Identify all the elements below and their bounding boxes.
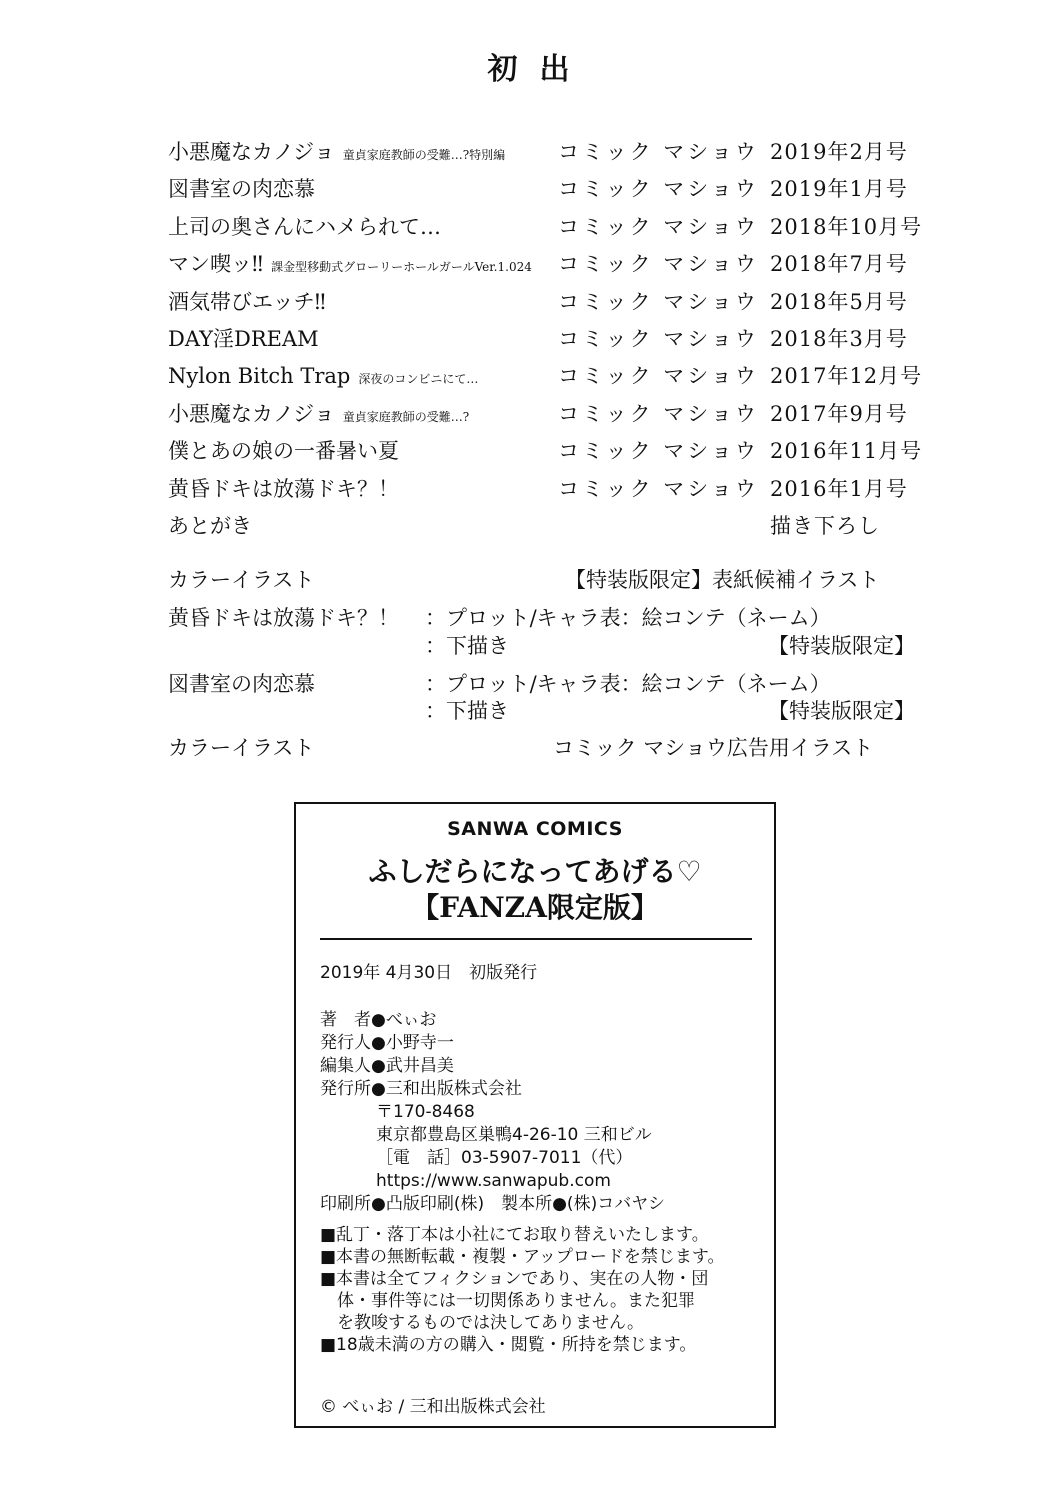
publication-subtitle: 童貞家庭教師の受難…?特別編 [342, 148, 506, 162]
brand-label: SANWA COMICS [447, 818, 623, 840]
publication-title-text: DAY淫DREAM [168, 327, 319, 351]
book-title-line1: ふしだらになってあげる♡ [368, 855, 702, 888]
legal-note: ■18歳未満の方の購入・閲覧・所持を禁じます。 [320, 1335, 697, 1355]
first-edition-date: 2019年 4月30日 初版発行 [320, 963, 538, 983]
publication-date: 2018年3月号 [770, 327, 908, 351]
story1-note: 【特装版限定】 [768, 634, 915, 658]
publication-date: 2018年10月号 [770, 214, 923, 239]
publication-title [168, 359, 478, 396]
publication-row [168, 247, 928, 281]
publication-magazine: コミック マショウ [558, 327, 759, 351]
page-heading: 初出 [487, 52, 592, 87]
story1-title: 黄昏ドキは放蕩ドキ？！ [168, 606, 399, 630]
legal-note: ■本書の無断転載・複製・アップロードを禁じます。 [320, 1247, 725, 1267]
legal-notes [320, 1224, 725, 1356]
publication-magazine: コミック マショウ [558, 476, 759, 501]
address-line: 東京都豊島区巣鴨4-26-10 三和ビル [376, 1125, 652, 1145]
publication-date: 2019年1月号 [770, 177, 908, 202]
publication-subtitle: 課金型移動式グローリーホールガールVer.1.024 [271, 260, 532, 275]
publication-date: 描き下ろし [770, 514, 880, 538]
publication-title-text: マン喫ッ‼ [168, 252, 264, 277]
postal-code: 〒170-8468 [376, 1102, 475, 1122]
publication-magazine: コミック マショウ [558, 214, 759, 239]
publication-title-text: 黄昏ドキは放蕩ドキ？！ [168, 476, 399, 501]
phone-line: ［電 話］03-5907-7011（代） [376, 1148, 633, 1168]
publication-subtitle: 深夜のコンビニにて… [358, 372, 479, 387]
color-illust-value-2: コミック マショウ広告用イラスト [553, 736, 874, 760]
publication-date: 2017年12月号 [770, 364, 923, 389]
story2-line2: ：下描き [425, 699, 509, 723]
publication-date: 2019年2月号 [770, 140, 908, 164]
publication-row [168, 285, 928, 319]
publication-date: 2018年5月号 [770, 289, 908, 314]
publication-title-text: Nylon Bitch Trap [168, 364, 351, 389]
publication-date: 2016年1月号 [770, 476, 908, 501]
publication-title [168, 172, 315, 206]
publication-row [168, 210, 928, 244]
book-title-line2: 【FANZA限定版】 [411, 891, 659, 924]
legal-note: ■乱丁・落丁本は小社にてお取り替えいたします。 [320, 1225, 709, 1245]
publication-title-text: 小悪魔なカノジョ [168, 401, 335, 426]
publication-magazine: コミック マショウ [558, 401, 759, 426]
story2-line1: ：プロット/キャラ表：絵コンテ（ネーム） [425, 672, 831, 696]
publication-row [168, 322, 928, 356]
colophon-box [294, 802, 776, 1428]
legal-note: を教唆するものでは決してありません。 [320, 1313, 645, 1333]
publication-row [168, 397, 928, 431]
publication-row [168, 434, 928, 468]
publication-magazine: コミック マショウ [558, 252, 759, 277]
publication-title [168, 285, 326, 319]
publication-row [168, 359, 928, 393]
color-illust-value-1: 【特装版限定】表紙候補イラスト [565, 568, 880, 592]
publication-title-text: 上司の奥さんにハメられて… [168, 214, 441, 239]
publication-title [168, 472, 399, 506]
publication-title-text: 酒気帯びエッチ‼ [168, 289, 326, 314]
publication-date: 2017年9月号 [770, 401, 908, 426]
publication-title [168, 434, 399, 468]
publication-title [168, 210, 441, 244]
publication-magazine: コミック マショウ [558, 364, 759, 389]
publication-magazine: コミック マショウ [558, 439, 759, 464]
legal-note: 体・事件等には一切関係ありません。また犯罪 [320, 1291, 696, 1311]
publication-subtitle: 童貞家庭教師の受難…? [342, 409, 470, 424]
publication-date: 2016年11月号 [770, 439, 923, 464]
publication-magazine: コミック マショウ [558, 140, 759, 164]
story2-note: 【特装版限定】 [768, 699, 915, 723]
publisher-person-line: 発行人●小野寺一 [320, 1033, 454, 1053]
story1-line2: ：下描き [425, 634, 509, 658]
publication-title [168, 135, 505, 172]
color-illust-label-2: カラーイラスト [168, 736, 315, 760]
website-url: https://www.sanwapub.com [376, 1171, 611, 1191]
publication-title-text: 図書室の肉恋慕 [168, 177, 315, 202]
publication-title [168, 397, 469, 434]
printer-line: 印刷所●凸版印刷(株) 製本所●(株)コバヤシ [320, 1194, 666, 1214]
publication-row [168, 509, 928, 543]
publication-title [168, 322, 319, 356]
publication-row [168, 172, 928, 206]
publication-row [168, 472, 928, 506]
publication-row [168, 135, 928, 169]
publication-date: 2018年7月号 [770, 252, 908, 277]
color-illust-label-1: カラーイラスト [168, 568, 315, 592]
publisher-line: 発行所●三和出版株式会社 [320, 1079, 522, 1099]
title-divider [320, 938, 752, 940]
publication-magazine: コミック マショウ [558, 289, 759, 314]
author-line: 著 者●べぃお [320, 1010, 437, 1030]
editor-line: 編集人●武井昌美 [320, 1056, 454, 1076]
copyright-line: © べぃお / 三和出版株式会社 [320, 1397, 546, 1417]
book-title [296, 854, 774, 926]
publication-title-text: あとがき [168, 514, 252, 538]
publication-magazine: コミック マショウ [558, 177, 759, 202]
publication-title [168, 247, 532, 284]
publication-title-text: 僕とあの娘の一番暑い夏 [168, 439, 399, 464]
publication-title [168, 509, 252, 543]
legal-note: ■本書は全てフィクションであり、実在の人物・団 [320, 1269, 709, 1289]
story2-title: 図書室の肉恋慕 [168, 672, 315, 696]
story1-line1: ：プロット/キャラ表：絵コンテ（ネーム） [425, 606, 831, 630]
publication-title-text: 小悪魔なカノジョ [168, 140, 335, 164]
